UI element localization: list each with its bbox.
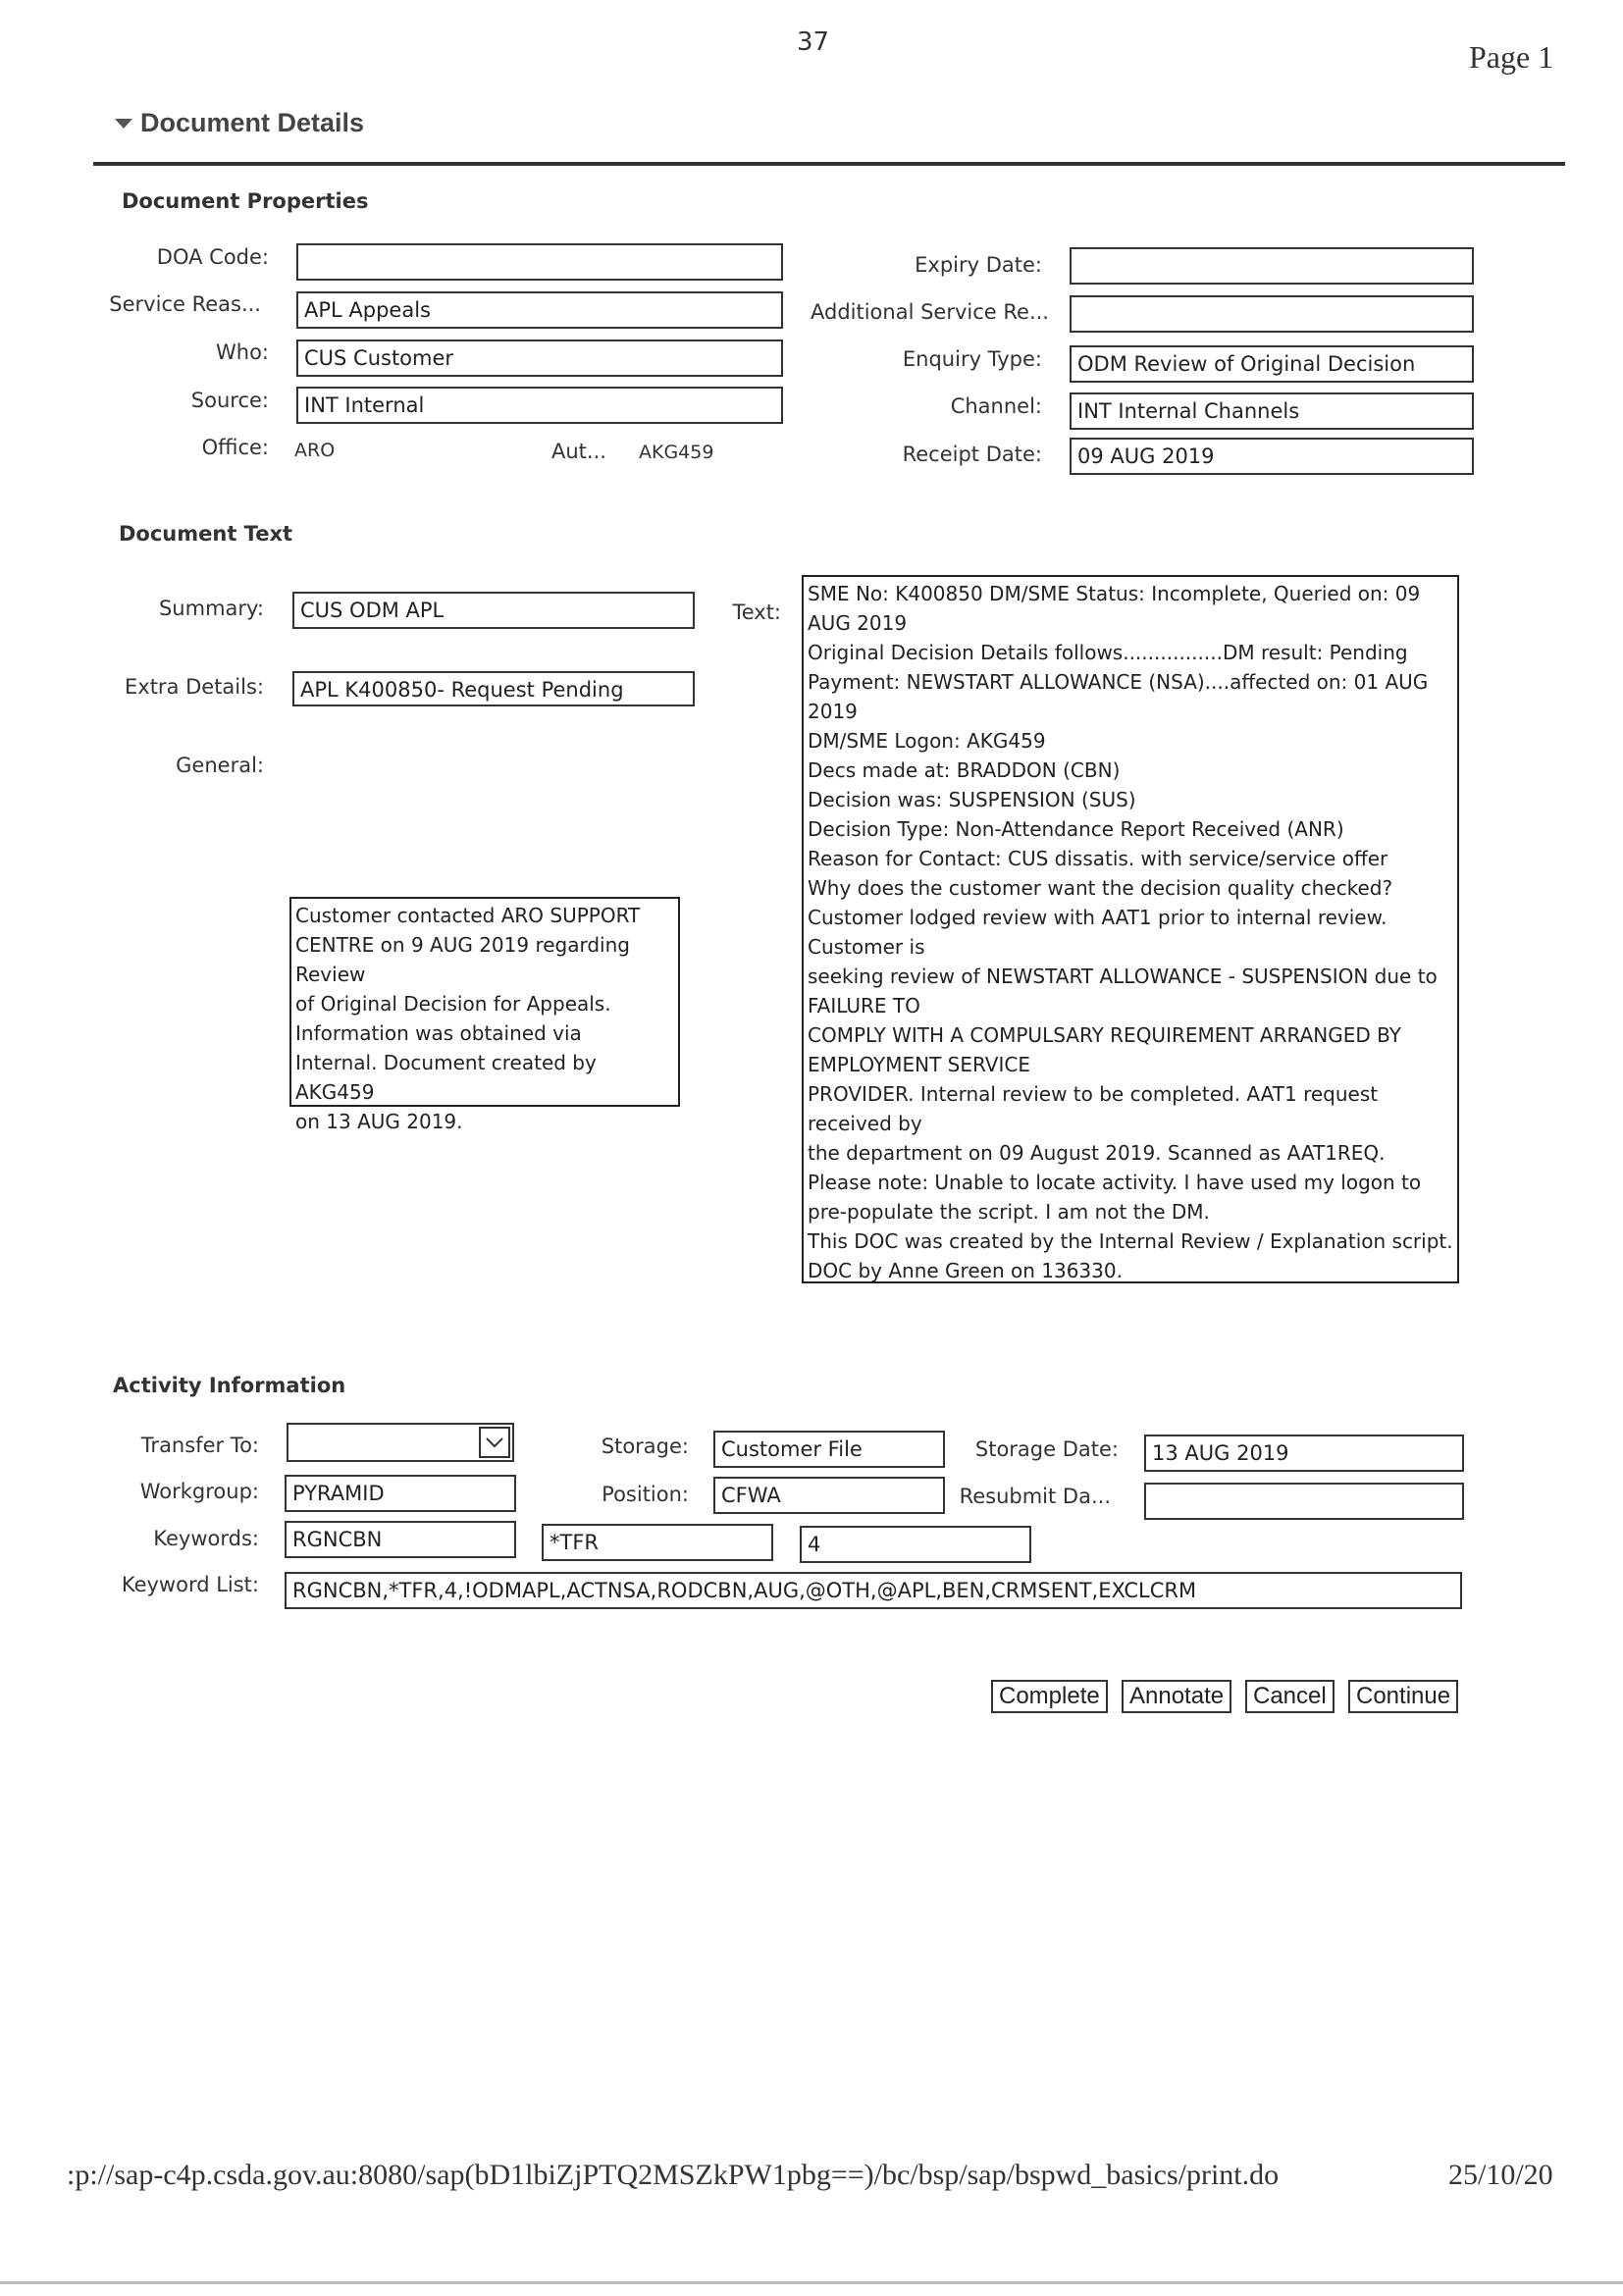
extra-details-input[interactable]: APL K400850- Request Pending [292,671,695,706]
footer-date: 25/10/20 [1448,2159,1553,2191]
keyword-list-label: Keyword List: [121,1573,259,1596]
chevron-down-icon[interactable] [479,1427,510,1458]
cancel-button[interactable]: Cancel [1245,1680,1335,1713]
annotate-button[interactable]: Annotate [1122,1680,1231,1713]
position-label: Position: [602,1483,689,1506]
footer-edge-line [0,2281,1623,2284]
page-label: Page 1 [1469,39,1554,75]
workgroup-input[interactable]: PYRAMID [285,1475,516,1512]
expiry-date-input[interactable] [1070,247,1474,285]
transfer-to-select[interactable] [287,1423,514,1462]
keywords-label: Keywords: [153,1527,259,1550]
author-label: Aut... [551,440,606,463]
service-reason-input[interactable]: APL Appeals [296,291,783,329]
document-details-title: Document Details [140,108,365,137]
document-text-heading: Document Text [119,522,293,546]
complete-button[interactable]: Complete [991,1680,1108,1713]
keyword-list-input[interactable]: RGNCBN,*TFR,4,!ODMAPL,ACTNSA,RODCBN,AUG,@OTH,@APL,BEN,CRMSENT,EXCLCRM [285,1572,1462,1609]
footer-url: :p://sap-c4p.csda.gov.au:8080/sap(bD1lbiZjPTQ2MSZkPW1pbg==)/bc/bsp/sap/bspwd_basics/print.do [67,2159,1280,2191]
workgroup-label: Workgroup: [139,1480,259,1503]
activity-information-heading: Activity Information [113,1374,346,1397]
triangle-down-icon [115,119,132,129]
channel-input[interactable]: INT Internal Channels [1070,392,1474,430]
resubmit-date-input[interactable] [1144,1483,1464,1520]
resubmit-date-label: Resubmit Da... [959,1485,1111,1508]
keyword-input-2[interactable]: *TFR [542,1524,773,1561]
enquiry-type-input[interactable]: ODM Review of Original Decision [1070,345,1474,383]
author-value: AKG459 [639,442,714,463]
storage-date-label: Storage Date: [974,1437,1119,1461]
receipt-date-input[interactable]: 09 AUG 2019 [1070,438,1474,475]
enquiry-type-label: Enquiry Type: [902,347,1042,371]
page-number: 37 [797,27,830,57]
keyword-input-3[interactable]: 4 [800,1526,1031,1563]
summary-input[interactable]: CUS ODM APL [292,592,695,629]
doa-code-input[interactable] [296,243,783,281]
general-label: General: [176,754,264,777]
keyword-input-1[interactable]: RGNCBN [285,1521,516,1558]
storage-input[interactable]: Customer File [713,1431,945,1468]
storage-date-input[interactable]: 13 AUG 2019 [1144,1435,1464,1472]
source-label: Source: [190,389,269,412]
receipt-date-label: Receipt Date: [902,443,1042,466]
general-text-area[interactable]: Customer contacted ARO SUPPORT CENTRE on 9 AUG 2019 regarding Review of Original Decision for Appeals. Information was obtained via Internal. Document created by AKG459 on 13 AUG 2019. [289,897,680,1107]
office-label: Office: [201,436,269,459]
position-input[interactable]: CFWA [713,1477,945,1514]
doa-code-label: DOA Code: [156,245,269,269]
document-details-toggle[interactable] [115,108,364,138]
source-input[interactable]: INT Internal [296,387,783,424]
storage-label: Storage: [601,1435,689,1458]
document-text-area[interactable]: SME No: K400850 DM/SME Status: Incomplete, Queried on: 09 AUG 2019 Original Decision Details follows................DM result: Pending Payment: NEWSTART ALLOWANCE (NSA)....affected on: 01 AUG 2019 DM/SME Logon: AKG459 Decs made at: BRADDON (CBN) Decision was: SUSPENSION (SUS) Decision Type: Non-Attendance Report Received (ANR) Reason for Contact: CUS dissatis. with service/service offer Why does the customer want the decision quality checked? Customer lodged review with AAT1 prior to internal review. Customer is seeking review of NEWSTART ALLOWANCE - SUSPENSION due to FAILURE TO COMPLY WITH A COMPULSARY REQUIREMENT ARRANGED BY EMPLOYMENT SERVICE PROVIDER. Internal review to be completed. AAT1 request received by the department on 09 August 2019. Scanned as AAT1REQ. Please note: Unable to locate activity. I have used my logon to pre-populate the script. I am not the DM. This DOC was created by the Internal Review / Explanation script. DOC by Anne Green on 136330. [802,575,1459,1283]
header-divider [93,162,1565,166]
extra-details-label: Extra Details: [125,675,264,699]
expiry-date-label: Expiry Date: [915,253,1042,277]
office-value: ARO [294,440,336,461]
channel-label: Channel: [950,394,1042,418]
continue-button[interactable]: Continue [1348,1680,1458,1713]
transfer-to-label: Transfer To: [140,1434,259,1457]
additional-service-reason-input[interactable] [1070,295,1474,333]
who-label: Who: [216,340,269,364]
additional-service-reason-label: Additional Service Re... [811,300,1049,324]
text-label: Text: [732,600,781,624]
who-input[interactable]: CUS Customer [296,339,783,377]
summary-label: Summary: [158,597,264,620]
service-reason-label: Service Reas... [109,292,261,316]
document-properties-heading: Document Properties [122,189,369,213]
